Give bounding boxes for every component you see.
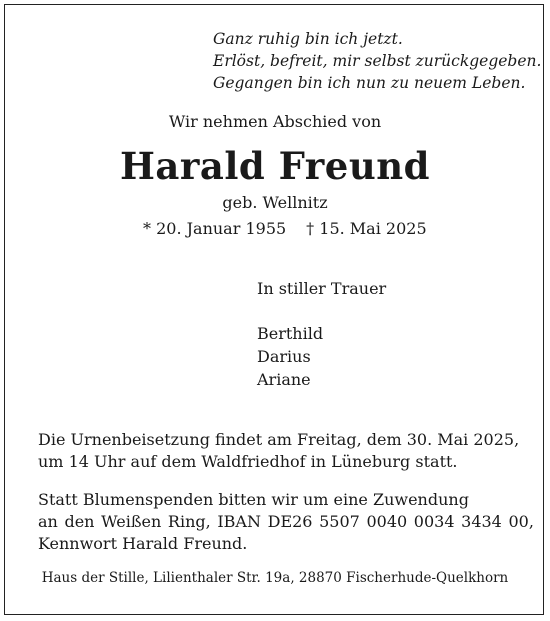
poem-line: Erlöst, befreit, mir selbst zurückgegeben. (213, 52, 542, 70)
donation-word: 00, (508, 512, 534, 531)
mourner-name: Berthild (257, 324, 324, 343)
mourning-heading: In stiller Trauer (257, 279, 387, 298)
mourner-name: Darius (257, 347, 311, 366)
intro-text (0, 112, 550, 131)
poem (213, 28, 541, 94)
donation-word: DE26 (267, 512, 313, 531)
poem-line: Gegangen bin ich nun zu neuem Leben. (213, 74, 526, 92)
birth-name: geb. Wellnitz (222, 193, 328, 212)
donation-word: den (64, 512, 95, 531)
burial-line: um 14 Uhr auf dem Waldfriedhof in Lüneburg statt. (38, 452, 458, 471)
burial-line: Die Urnenbeisetzung findet am Freitag, dem 30. Mai 2025, (38, 430, 520, 449)
intro-label: Wir nehmen Abschied von (168, 112, 382, 131)
funeral-home-footer: Haus der Stille, Lilienthaler Str. 19a, 28870 Fischerhude-Quelkhorn (41, 570, 509, 586)
deceased-name: Harald Freund (119, 144, 431, 188)
poem-line: Ganz ruhig bin ich jetzt. (213, 30, 403, 48)
burial-info (38, 429, 519, 473)
donation-word: 5507 (319, 512, 360, 531)
donation-line: Kennwort Harald Freund. (38, 534, 248, 553)
donation-info (38, 489, 534, 555)
donation-word: Weißen (101, 512, 162, 531)
mourner-name: Ariane (257, 370, 311, 389)
donation-word: Ring, (167, 512, 211, 531)
mourners-list (257, 322, 323, 391)
donation-line: Statt Blumenspenden bitten wir um eine Zuwendung (38, 490, 469, 509)
life-dates (143, 219, 427, 238)
donation-word: 0034 (413, 512, 455, 531)
birth-date: * 20. Januar 1955 (143, 219, 287, 238)
donation-word: 3434 (461, 512, 502, 531)
donation-word: IBAN (217, 512, 261, 531)
death-date: † 15. Mai 2025 (306, 219, 427, 238)
donation-word: an (38, 512, 58, 531)
donation-word: 0040 (366, 512, 408, 531)
donation-iban-line (38, 511, 534, 533)
